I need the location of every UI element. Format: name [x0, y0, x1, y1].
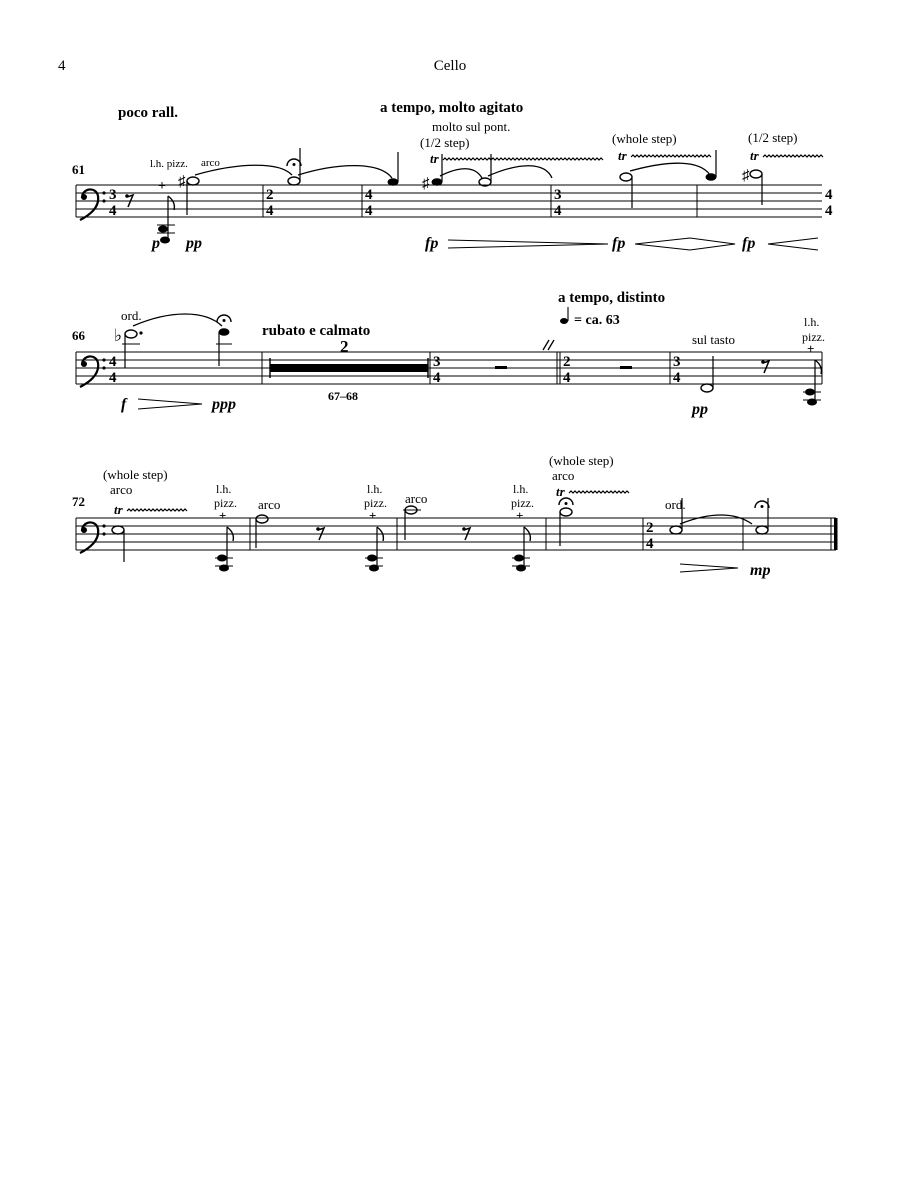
whole-rest: [495, 366, 507, 369]
eighth-note-chord-71: [803, 360, 821, 406]
svg-text:3: 3: [554, 187, 562, 203]
half-note-73: [256, 515, 268, 548]
trill-interval-whole-step-3: (whole step): [103, 467, 168, 482]
time-signature-3-4-s2b: [673, 354, 681, 386]
technique-lh-3: l.h.: [513, 482, 529, 496]
svg-text:4: 4: [433, 370, 441, 386]
time-signature-4-4-s2: [109, 354, 117, 386]
staff-lines-1: [76, 185, 822, 217]
time-signature-3-4-b: [554, 187, 562, 219]
technique-pizz-3: pizz.: [511, 496, 534, 510]
bass-clef-icon: [80, 189, 106, 220]
half-note-75: [560, 508, 572, 546]
technique-arco-1: arco: [110, 482, 133, 497]
multirest-bar: [270, 358, 428, 378]
dynamic-pp-s2: pp: [692, 401, 708, 418]
svg-text:4: 4: [825, 187, 833, 203]
svg-text:2: 2: [266, 187, 274, 203]
tempo-a-tempo-molto-agitato: a tempo, molto agitato: [380, 100, 524, 116]
fermata-icon: [559, 498, 573, 505]
trill-interval-whole-step-4: (whole step): [549, 453, 614, 468]
tie-7: [680, 515, 752, 524]
hairpin-dim-2: [138, 399, 202, 409]
expr-sul-tasto: sul tasto: [692, 332, 735, 347]
trill-line-1: [443, 158, 603, 160]
metronome-marking: = ca. 63: [574, 313, 620, 328]
trill-interval-half-step-2: (1/2 step): [748, 130, 798, 145]
svg-text:4: 4: [109, 370, 117, 386]
eighth-rest: [761, 360, 769, 373]
trill-line-3: [763, 155, 823, 157]
dotted-half-note-66: [122, 330, 143, 368]
technique-arco-3: arco: [405, 491, 428, 506]
dynamic-ppp: ppp: [212, 396, 236, 413]
plus-icon: +: [219, 508, 227, 523]
half-note-62: [288, 148, 300, 185]
svg-text:4: 4: [646, 536, 654, 552]
svg-text:2: 2: [646, 520, 654, 536]
svg-text:4: 4: [365, 203, 373, 219]
svg-text:3: 3: [673, 354, 681, 370]
half-note-71: [701, 356, 713, 392]
plus-icon: +: [158, 179, 166, 194]
svg-text:3: 3: [109, 187, 117, 203]
time-signature-3-4-s2: [433, 354, 441, 386]
part-title: Cello: [433, 58, 467, 74]
expr-ord: ord.: [121, 308, 142, 323]
time-signature-3-4: [109, 187, 117, 219]
tie-3: [440, 169, 482, 178]
technique-pizz-1: pizz.: [214, 496, 237, 510]
hairpin-cresc-2: [768, 238, 818, 250]
plus-icon: +: [516, 508, 524, 523]
tempo-poco-rall: poco rall.: [118, 105, 178, 121]
dynamic-pp: pp: [186, 235, 202, 252]
svg-text:4: 4: [266, 203, 274, 219]
expr-ord-s3: ord.: [665, 497, 686, 512]
time-signature-2-4-s3: [646, 520, 654, 552]
tie-4: [488, 166, 552, 178]
trill-5: tr: [556, 484, 565, 499]
system-2: [72, 290, 825, 418]
dynamic-fp-1: fp: [425, 235, 439, 252]
svg-text:2: 2: [563, 354, 571, 370]
bass-clef-icon: [80, 522, 106, 553]
time-signature-4-4-end: [825, 187, 833, 219]
hairpin-cresc-dim: [635, 238, 735, 250]
trill-line-4: [127, 509, 187, 511]
hairpin-cresc-3: [680, 564, 738, 572]
tie-5: [630, 163, 710, 175]
half-note-65c: [750, 170, 762, 205]
quarter-note-63: [388, 152, 399, 186]
trill-1: tr: [430, 151, 439, 166]
dynamic-fp-3: fp: [742, 235, 756, 252]
expr-molto-sul-pont: molto sul pont.: [432, 119, 511, 134]
half-note-74: [403, 506, 421, 540]
trill-4: tr: [114, 502, 123, 517]
trill-3: tr: [750, 148, 759, 163]
trill-line-5: [569, 491, 629, 493]
trill-2: tr: [618, 148, 627, 163]
sharp-icon: ♯: [178, 174, 186, 190]
svg-text:3: 3: [433, 354, 441, 370]
svg-text:4: 4: [109, 203, 117, 219]
trill-interval-half-step-1: (1/2 step): [420, 135, 470, 150]
technique-pizz-2: pizz.: [364, 496, 387, 510]
dynamic-p: p: [152, 235, 160, 252]
measure-number-66: 66: [72, 328, 85, 343]
staff-lines-2: [76, 352, 822, 384]
page-number: 4: [58, 58, 66, 74]
plus-icon: +: [369, 508, 377, 523]
time-signature-4-4: [365, 187, 373, 219]
technique-pizz: pizz.: [802, 330, 825, 344]
caesura-icon: [543, 340, 554, 350]
time-signature-2-4-s2: [563, 354, 571, 386]
system-1: [72, 100, 833, 252]
bass-clef-icon: [80, 356, 106, 387]
svg-text:4: 4: [825, 203, 833, 219]
dynamic-fp-2: fp: [612, 235, 626, 252]
multirest-count: 2: [340, 337, 349, 356]
svg-text:4: 4: [554, 203, 562, 219]
fermata-icon: [755, 501, 769, 508]
trill-line-2: [631, 155, 711, 157]
dynamic-mp: mp: [750, 562, 771, 579]
multirest-range: 67–68: [328, 389, 358, 403]
plus-icon: +: [807, 341, 815, 356]
sharp-icon: ♯: [422, 176, 430, 192]
tempo-a-tempo-distinto: a tempo, distinto: [558, 290, 666, 306]
sharp-icon: ♯: [742, 168, 750, 184]
time-signature-2-4: [266, 187, 274, 219]
svg-text:4: 4: [109, 354, 117, 370]
technique-lh: l.h.: [804, 315, 820, 329]
tie-2: [298, 166, 392, 178]
technique-lh-pizz: l.h. pizz.: [150, 158, 188, 170]
flat-icon: ♭: [114, 326, 123, 345]
tie-6: [133, 314, 222, 326]
svg-text:4: 4: [365, 187, 373, 203]
trill-interval-whole-step: (whole step): [612, 131, 677, 146]
technique-arco-2: arco: [258, 497, 281, 512]
staff-lines-3: [76, 518, 836, 550]
technique-lh-2: l.h.: [367, 482, 383, 496]
half-note-72: [112, 526, 124, 562]
fermata-icon: [287, 159, 301, 166]
quarter-note-icon: [560, 307, 568, 324]
half-note-77: [756, 498, 768, 534]
whole-rest: [620, 366, 632, 369]
quarter-note-65b: [706, 150, 717, 181]
technique-arco: arco: [201, 157, 220, 169]
dynamic-f: f: [121, 396, 127, 413]
technique-lh-1: l.h.: [216, 482, 232, 496]
tempo-rubato-e-calmato: rubato e calmato: [262, 323, 371, 339]
svg-text:4: 4: [563, 370, 571, 386]
system-3: [72, 453, 838, 579]
half-note-65: [620, 173, 632, 208]
measure-number-72: 72: [72, 494, 85, 509]
technique-arco-4: arco: [552, 468, 575, 483]
fermata-icon: [217, 315, 231, 322]
measure-number-61: 61: [72, 162, 85, 177]
svg-text:4: 4: [673, 370, 681, 386]
hairpin-dim-1: [448, 240, 608, 248]
